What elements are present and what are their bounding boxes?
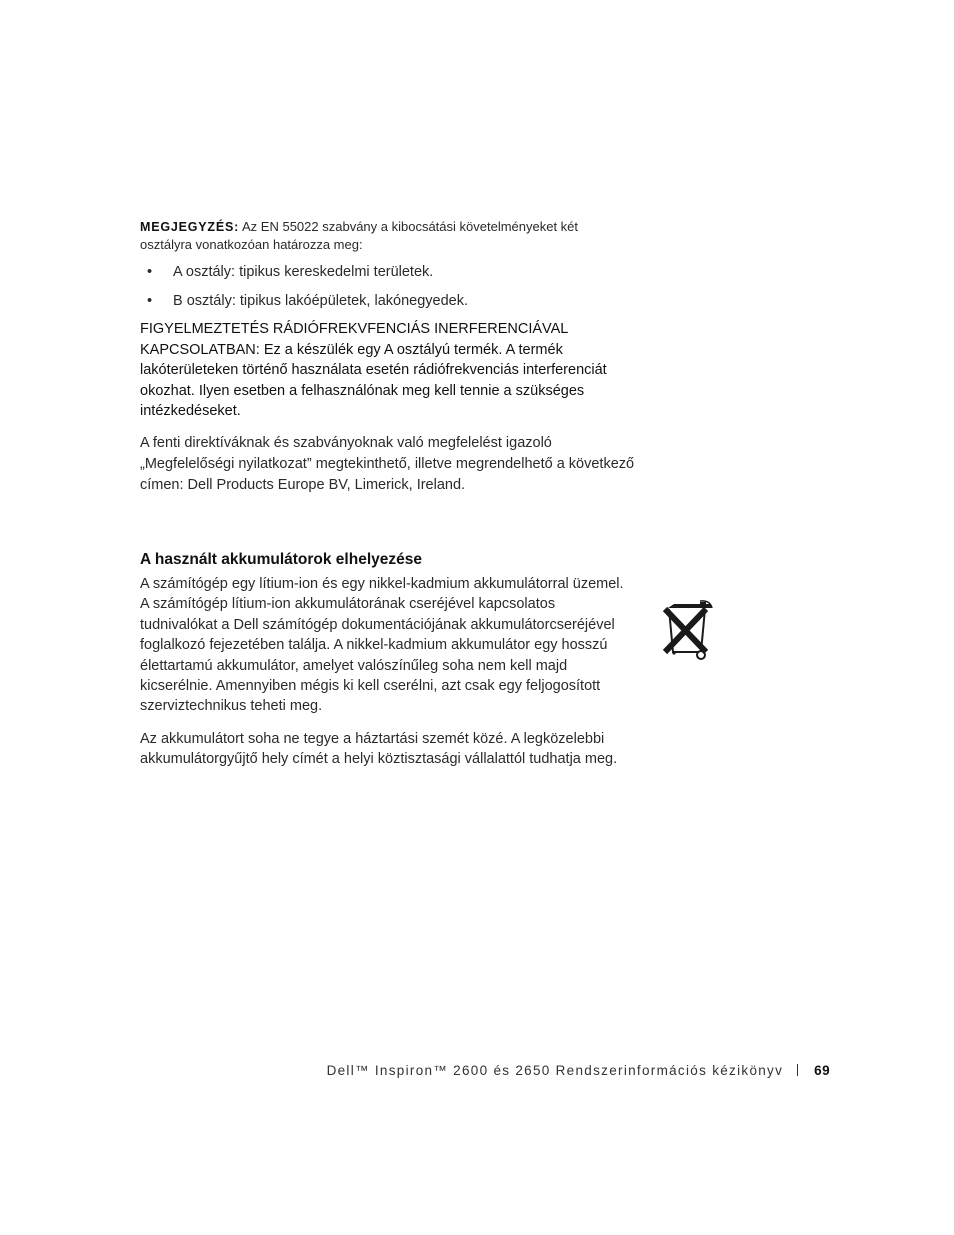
crossed-out-wheelie-bin-icon	[660, 598, 716, 662]
note-text: Az EN 55022 szabvány a kibocsátási követelményeket két osztályra vonatkozóan határozza meg:	[140, 219, 579, 252]
list-item-text: B osztály: tipikus lakóépületek, lakónegyedek.	[173, 293, 469, 309]
list-item	[140, 262, 630, 282]
section-heading: A használt akkumulátorok elhelyezése	[140, 551, 422, 568]
list-item-text: A osztály: tipikus kereskedelmi területek.	[173, 264, 434, 280]
footer-title: Dell™ Inspiron™ 2600 és 2650 Rendszerinformációs kézikönyv	[326, 1063, 784, 1078]
note-label: MEGJEGYZÉS:	[140, 220, 240, 234]
list-item	[140, 291, 630, 311]
page-number: 69	[814, 1063, 830, 1078]
interference-warning: FIGYELMEZTETÉS RÁDIÓFREKVFENCIÁS INERFERENCIÁVAL KAPCSOLATBAN: Ez a készülék egy A osztályú termék. A termék lakóterületeken történő használata esetén rádiófrekvenciás interferenciát okozhat. Ilyen esetben a felhasználónak meg kell tennie a szükséges intézkedéseket.	[140, 321, 607, 419]
footer-divider	[797, 1064, 798, 1076]
note	[140, 218, 630, 254]
disposal-paragraph: Az akkumulátort soha ne tegye a háztartási szemét közé. A legközelebbi akkumulátorgyűjtő hely címét a helyi köztisztasági vállalattól tudhatja meg.	[140, 731, 618, 768]
class-list	[140, 262, 630, 320]
battery-paragraph: A számítógép egy lítium-ion és egy nikkel-kadmium akkumulátorral üzemel. A számítógép lítium-ion akkumulátorának cseréjével kapcsolatos tudnivalókat a Dell számítógép dokumentációjának akkumulátorcseréjével foglalkozó fejezetében találja. A nikkel-kadmium akkumulátor egy hosszú élettartamú akkumulátor, amelyet valószínűleg soha nem kell majd kicserélnie. Amennyiben mégis ki kell cserélni, azt csak egy feljogosított szerviztechnikus teheti meg.	[140, 576, 624, 715]
bullet-icon: •	[147, 264, 153, 280]
bullet-icon: •	[147, 293, 153, 309]
page-footer	[0, 1060, 830, 1082]
conformity-paragraph: A fenti direktíváknak és szabványoknak való megfelelést igazoló „Megfelelőségi nyilatkozat” megtekinthető, illetve megrendelhető a következő címen: Dell Products Europe BV, Limerick, Ireland.	[140, 435, 635, 493]
